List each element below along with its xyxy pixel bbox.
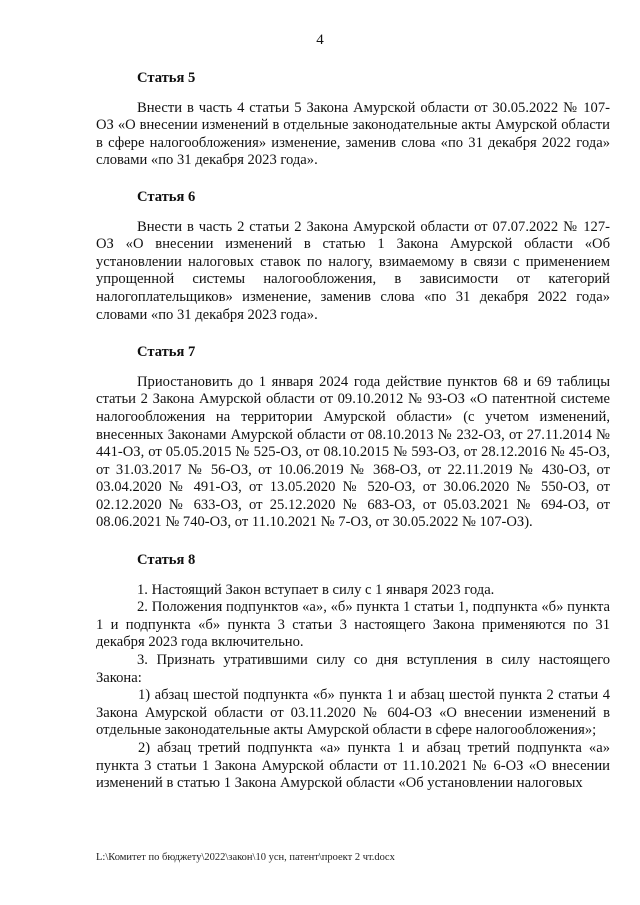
article-paragraph: Внести в часть 4 статьи 5 Закона Амурской области от 30.05.2022 № 107-ОЗ «О внесении изменений в отдельные законодательные акты Амурской области в сфере налогообложения» изменение, заменив слова «по 31 декабря 2022 года» словами «по 31 декабря 2023 года».: [96, 99, 610, 169]
page-number: 4: [316, 32, 324, 48]
article-5: [96, 70, 610, 170]
article-6: [96, 189, 610, 324]
article-subparagraph: 2) абзац третий подпункта «а» пункта 1 и абзац третий подпункта «а» пункта 3 статьи 1 Закона Амурской области от 11.10.2021 № 6-ОЗ «О внесении изменений в статью 1 Закона Амурской области «Об установлении налоговых: [96, 740, 610, 792]
article-paragraph: 2. Положения подпунктов «а», «б» пункта 1 статьи 1, подпункта «б» пункта 1 и подпункта «б» пункта 3 статьи 3 настоящего Закона применяются по 31 декабря 2023 года включительно.: [96, 599, 610, 651]
file-path-footer: L:\Комитет по бюджету\2022\закон\10 усн, патент\проект 2 чт.docx: [96, 852, 395, 863]
article-title: Статья 7: [137, 344, 196, 361]
article-title: Статья 5: [137, 70, 196, 86]
article-paragraph: Внести в часть 2 статьи 2 Закона Амурской области от 07.07.2022 № 127-ОЗ «О внесении изменений в статью 1 Закона Амурской области «Об установлении налоговых ставок по налогу, взимаемому в связи с применением упрощенной системы налогообложения, в зависимости от категорий налогоплательщиков» изменение, заменив слова «по 31 декабря 2022 года» словами «по 31 декабря 2023 года».: [96, 218, 610, 323]
article-paragraph: 1. Настоящий Закон вступает в силу с 1 января 2023 года.: [137, 581, 495, 598]
article-paragraph: 3. Признать утратившими силу со дня вступления в силу настоящего Закона:: [96, 652, 610, 686]
article-subparagraph: 1) абзац шестой подпункта «б» пункта 1 и абзац шестой пункта 2 статьи 4 Закона Амурской области от 03.11.2020 № 604-ОЗ «О внесении изменений в отдельные законодательные акты Амурской области в сфере налогообложения»;: [96, 687, 610, 739]
article-title: Статья 6: [137, 188, 196, 205]
document-body: [96, 70, 610, 813]
article-title: Статья 8: [137, 552, 196, 569]
article-paragraph: Приостановить до 1 января 2024 года действие пунктов 68 и 69 таблицы статьи 2 Закона Амурской области от 09.10.2012 № 93-ОЗ «О патентной системе налогообложения на территории Амурской области» (с учетом изменений, внесенных Законами Амурской области от 08.10.2013 № 232-ОЗ, от 27.11.2014 № 441-ОЗ, от 05.05.2015 № 525-ОЗ, от 08.10.2015 № 593-ОЗ, от 28.12.2016 № 45-ОЗ, от 31.03.2017 № 56-ОЗ, от 10.06.2019 № 368-ОЗ, от 22.11.2019 № 430-ОЗ, от 03.04.2020 № 491-ОЗ, от 13.05.2020 № 520-ОЗ, от 30.06.2020 № 550-ОЗ, от 02.12.2020 № 633-ОЗ, от 25.12.2020 № 683-ОЗ, от 05.03.2021 № 694-ОЗ, от 08.06.2021 № 740-ОЗ, от 11.10.2021 № 7-ОЗ, от 30.05.2022 № 107-ОЗ).: [96, 373, 610, 531]
article-7: [96, 344, 610, 532]
article-8: [96, 552, 610, 793]
